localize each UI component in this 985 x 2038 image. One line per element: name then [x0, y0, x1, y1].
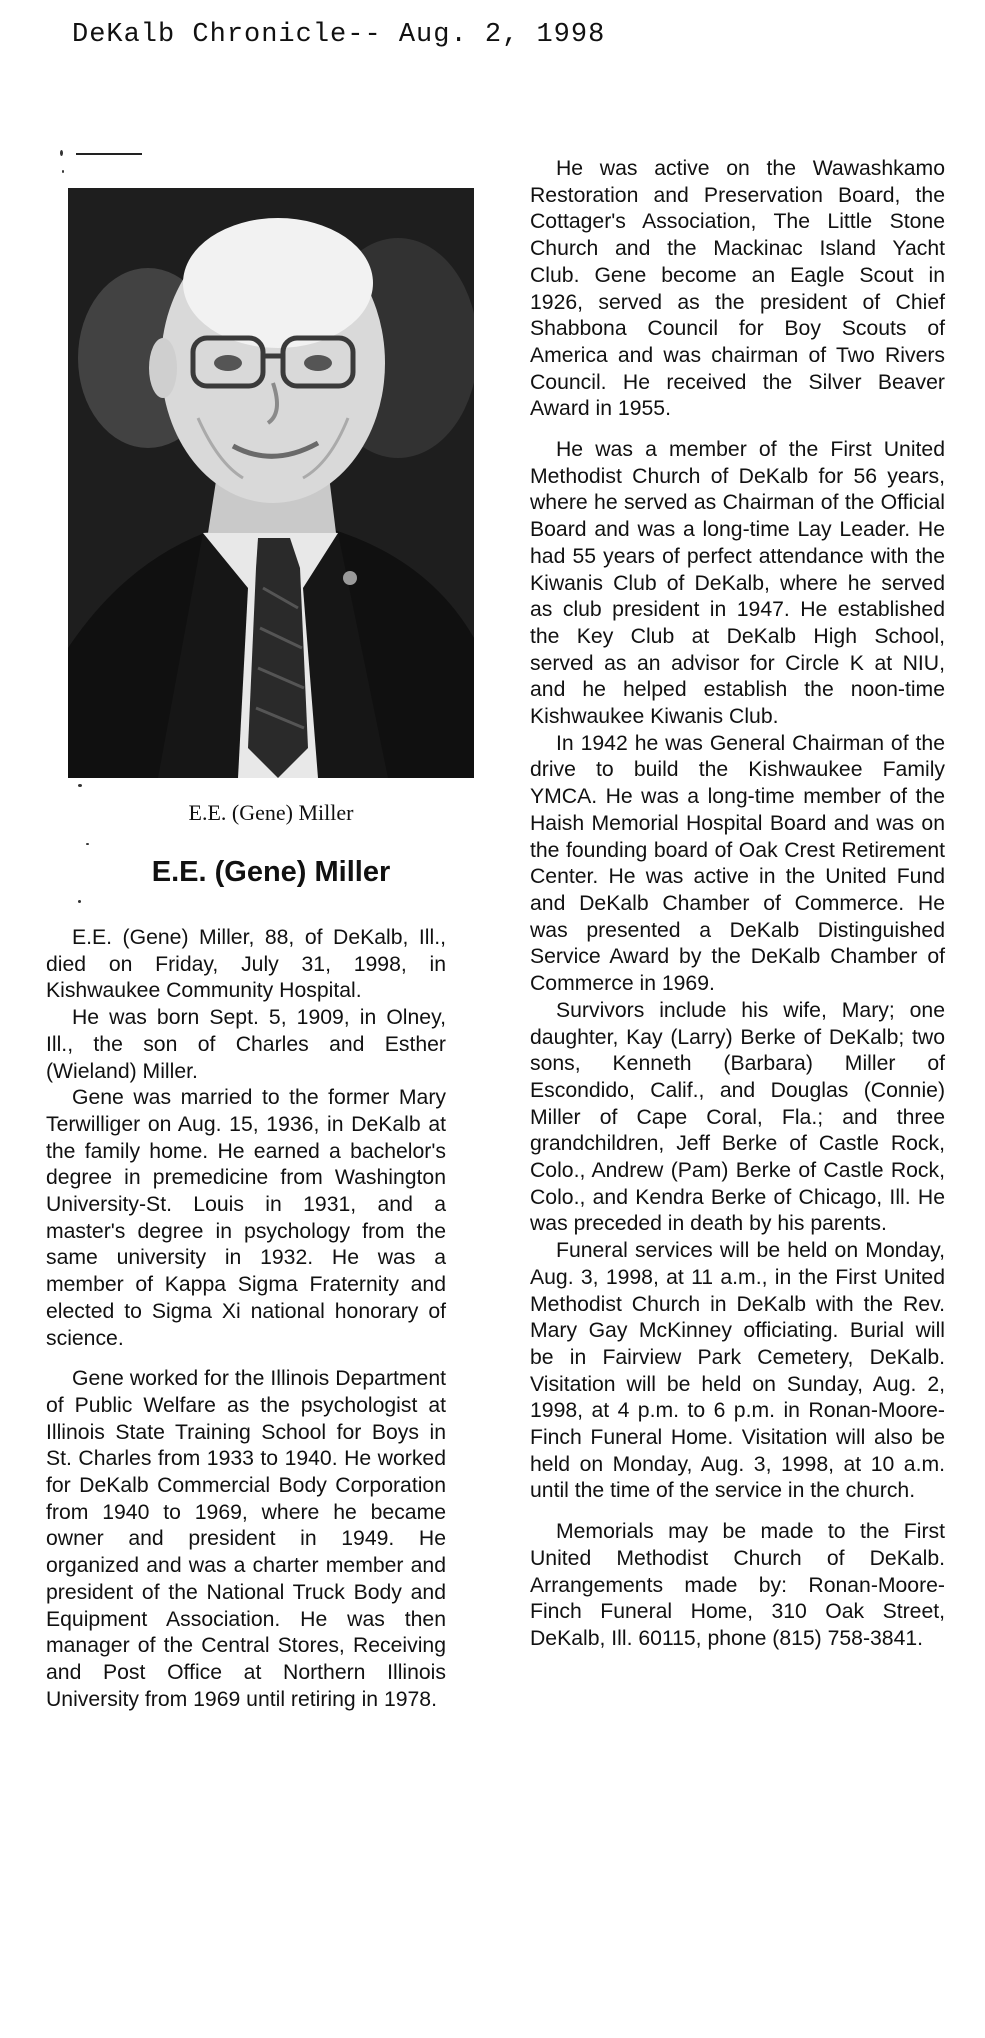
paragraph: He was active on the Wawashkamo Restoration and Preservation Board, the Cottager's Association, The Little Stone Church and the Mackinac Island Yacht Club. Gene become an Eagle Scout in 1926, served as the president of Chief Shabbona Council for Boy Scouts of America and was chairman of Two Rivers Council. He received the Silver Beaver Award in 1955. — [530, 157, 945, 421]
paragraph: Gene worked for the Illinois Department of Public Welfare as the psychologist at Illinois State Training School for Boys in St. Charles from 1933 to 1940. He worked for DeKalb Commercial Body Corporation from 1940 to 1969, where he became owner and president in 1949. He organized and was a charter member and president of the National Truck Body and Equipment Association. He was then manager of the Central Stores, Receiving and Post Office at Northern Illinois University from 1969 until retiring in 1978. — [46, 1367, 446, 1711]
photo-caption: E.E. (Gene) Miller — [188, 800, 354, 825]
scan-speck — [60, 150, 63, 156]
scan-speck — [78, 900, 81, 903]
paragraph: He was a member of the First United Methodist Church of DeKalb for 56 years, where he served as Chairman of the Official Board and was a long-time Lay Leader. He had 55 years of perfect attendance with the Kiwanis Club of DeKalb, where he served as club president in 1947. He established the Key Club at DeKalb High School, served as an advisor for Circle K at NIU, and he helped establish the noon-time Kishwaukee Kiwanis Club. — [530, 438, 945, 729]
scan-speck — [62, 170, 64, 173]
portrait-image — [68, 188, 474, 778]
paragraph: In 1942 he was General Chairman of the drive to build the Kishwaukee Family YMCA. He was a long-time member of the Haish Memorial Hospital Board and was on the founding board of Oak Crest Retirement Center. He was active in the United Fund and DeKalb Chamber of Commerce. He was presented a DeKalb Distinguished Service Award by the DeKalb Chamber of Commerce in 1969. — [530, 731, 945, 996]
paragraph: He was born Sept. 5, 1909, in Olney, Ill., the son of Charles and Esther (Wieland) Miller. — [46, 1006, 446, 1083]
paragraph: Gene was married to the former Mary Terwilliger on Aug. 15, 1936, in DeKalb at the family home. He earned a bachelor's degree in premedicine from Washington University-St. Louis in 1931, and a master's degree in psychology from the same university in 1932. He was a member of Kappa Sigma Fraternity and elected to Sigma Xi national honorary of science. — [46, 1086, 446, 1350]
left-column — [46, 925, 446, 1713]
newspaper-header: DeKalb Chronicle-- Aug. 2, 1998 — [72, 20, 606, 50]
right-column — [530, 156, 945, 1653]
paragraph: Survivors include his wife, Mary; one daughter, Kay (Larry) Berke of DeKalb; two sons, Kenneth (Barbara) Miller of Escondido, Calif., and Douglas (Connie) Miller of Cape Coral, Fla.; and three grandchildren, Jeff Berke of Castle Rock, Colo., Andrew (Pam) Berke of Castle Rock, Colo., and Kendra Berke of Chicago, Ill. He was preceded in death by his parents. — [530, 998, 945, 1236]
paragraph: Funeral services will be held on Monday, Aug. 3, 1998, at 11 a.m., in the First United Methodist Church in DeKalb with the Rev. Mary Gay McKinney officiating. Burial will be in Fairview Park Cemetery, DeKalb. Visitation will be held on Sunday, Aug. 2, 1998, at 4 p.m. to 6 p.m. in Ronan-Moore-Finch Funeral Home. Visitation will also be held on Monday, Aug. 3, 1998, at 10 a.m. until the time of the service in the church. — [530, 1239, 945, 1503]
scan-speck — [78, 784, 82, 787]
top-rule — [76, 153, 142, 155]
paragraph: E.E. (Gene) Miller, 88, of DeKalb, Ill., died on Friday, July 31, 1998, in Kishwaukee Community Hospital. — [46, 926, 446, 1003]
obituary-headline: E.E. (Gene) Miller — [151, 856, 391, 888]
portrait-photo — [68, 188, 474, 778]
paragraph: Memorials may be made to the First United Methodist Church of DeKalb. Arrangements made by: Ronan-Moore-Finch Funeral Home, 310 Oak Street, DeKalb, Ill. 60115, phone (815) 758-3841. — [530, 1520, 945, 1650]
scan-speck — [86, 843, 89, 845]
